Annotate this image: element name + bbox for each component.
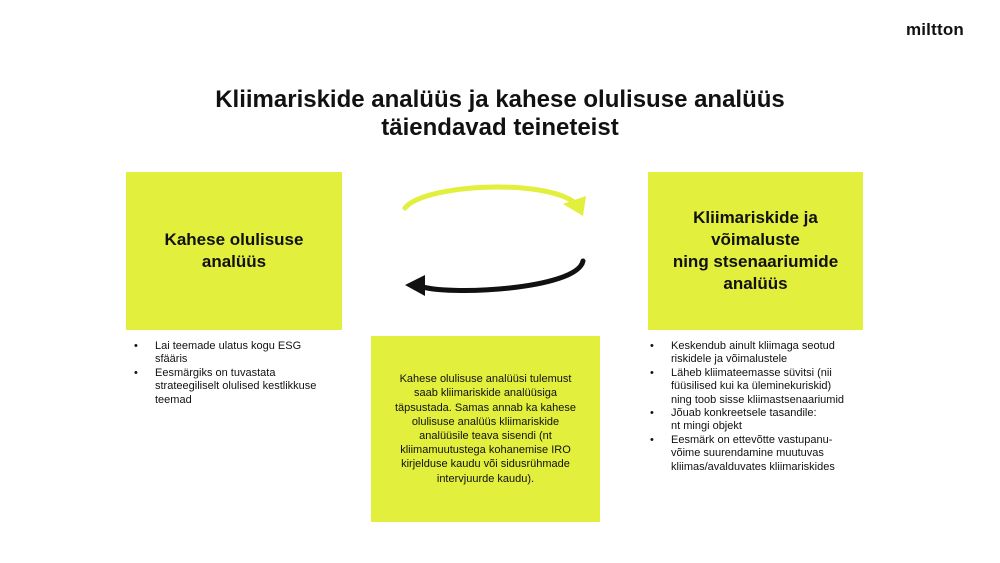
curved-arrow-right-icon [405,187,586,216]
climate-risk-analysis-box [648,172,863,330]
bullet-item [650,407,890,434]
bullet-text: Eesmärgiks on tuvastata strateegiliselt olulised kestlikkuse teemad [155,366,317,406]
double-materiality-label: Kahese olulisuse analüüs [164,230,304,271]
bullet-text: Keskendub ainult kliimaga seotud riskidele ja võimalustele [671,340,835,366]
bullet-item [134,340,349,367]
curved-arrow-left-icon [405,261,583,296]
double-materiality-bullet-list [134,340,349,407]
bullet-text: Jõuab konkreetsele tasandile: nt mingi objekt [671,407,817,433]
bullet-dot: • [650,433,654,446]
complementary-note-text: Kahese olulisuse analüüsi tulemust saab kliimariskide analüüsiga täpsustada. Samas annab ka kahese olulisuse analüüs kliimariskide analüüsile teava sisendi (nt kliimamuutustega kohanemise IRO kirjelduse kaudu või sidusrühmade intervjuurde kaudu). [394,373,576,485]
page-title-line-1: Kliimariskide analüüs ja kahese olulisuse analüüs [215,86,785,113]
cycle-arrows [395,178,595,298]
page-title-line-2: täiendavad teineteist [381,114,619,141]
bullet-dot: • [650,366,654,379]
bullet-item [134,367,349,407]
bullet-dot: • [650,340,654,352]
bullet-text: Lai teemade ulatus kogu ESG sfääris [155,340,302,366]
page-title [0,86,1000,142]
bullet-dot: • [650,407,654,420]
double-materiality-box [126,172,342,330]
bullet-dot: • [134,340,138,352]
bullet-item [650,367,890,407]
climate-risk-analysis-label: Kliimariskide ja võimaluste ning stsenaariumide analüüs [672,208,839,293]
brand-logo: miltton [905,20,964,39]
bullet-item [650,340,890,367]
climate-risk-bullet-list [650,340,890,474]
bullet-item [650,434,890,474]
bullet-dot: • [134,366,138,379]
complementary-note-box [371,336,600,522]
bullet-text: Eesmärk on ettevõtte vastupanu- võime suurendamine muutuvas kliimas/avalduvates kliimariskides [671,433,835,473]
bullet-text: Läheb kliimateemasse süvitsi (nii füüsilised kui ka üleminekuriskid) ning toob sisse kliimastsenaariumid [671,366,845,406]
